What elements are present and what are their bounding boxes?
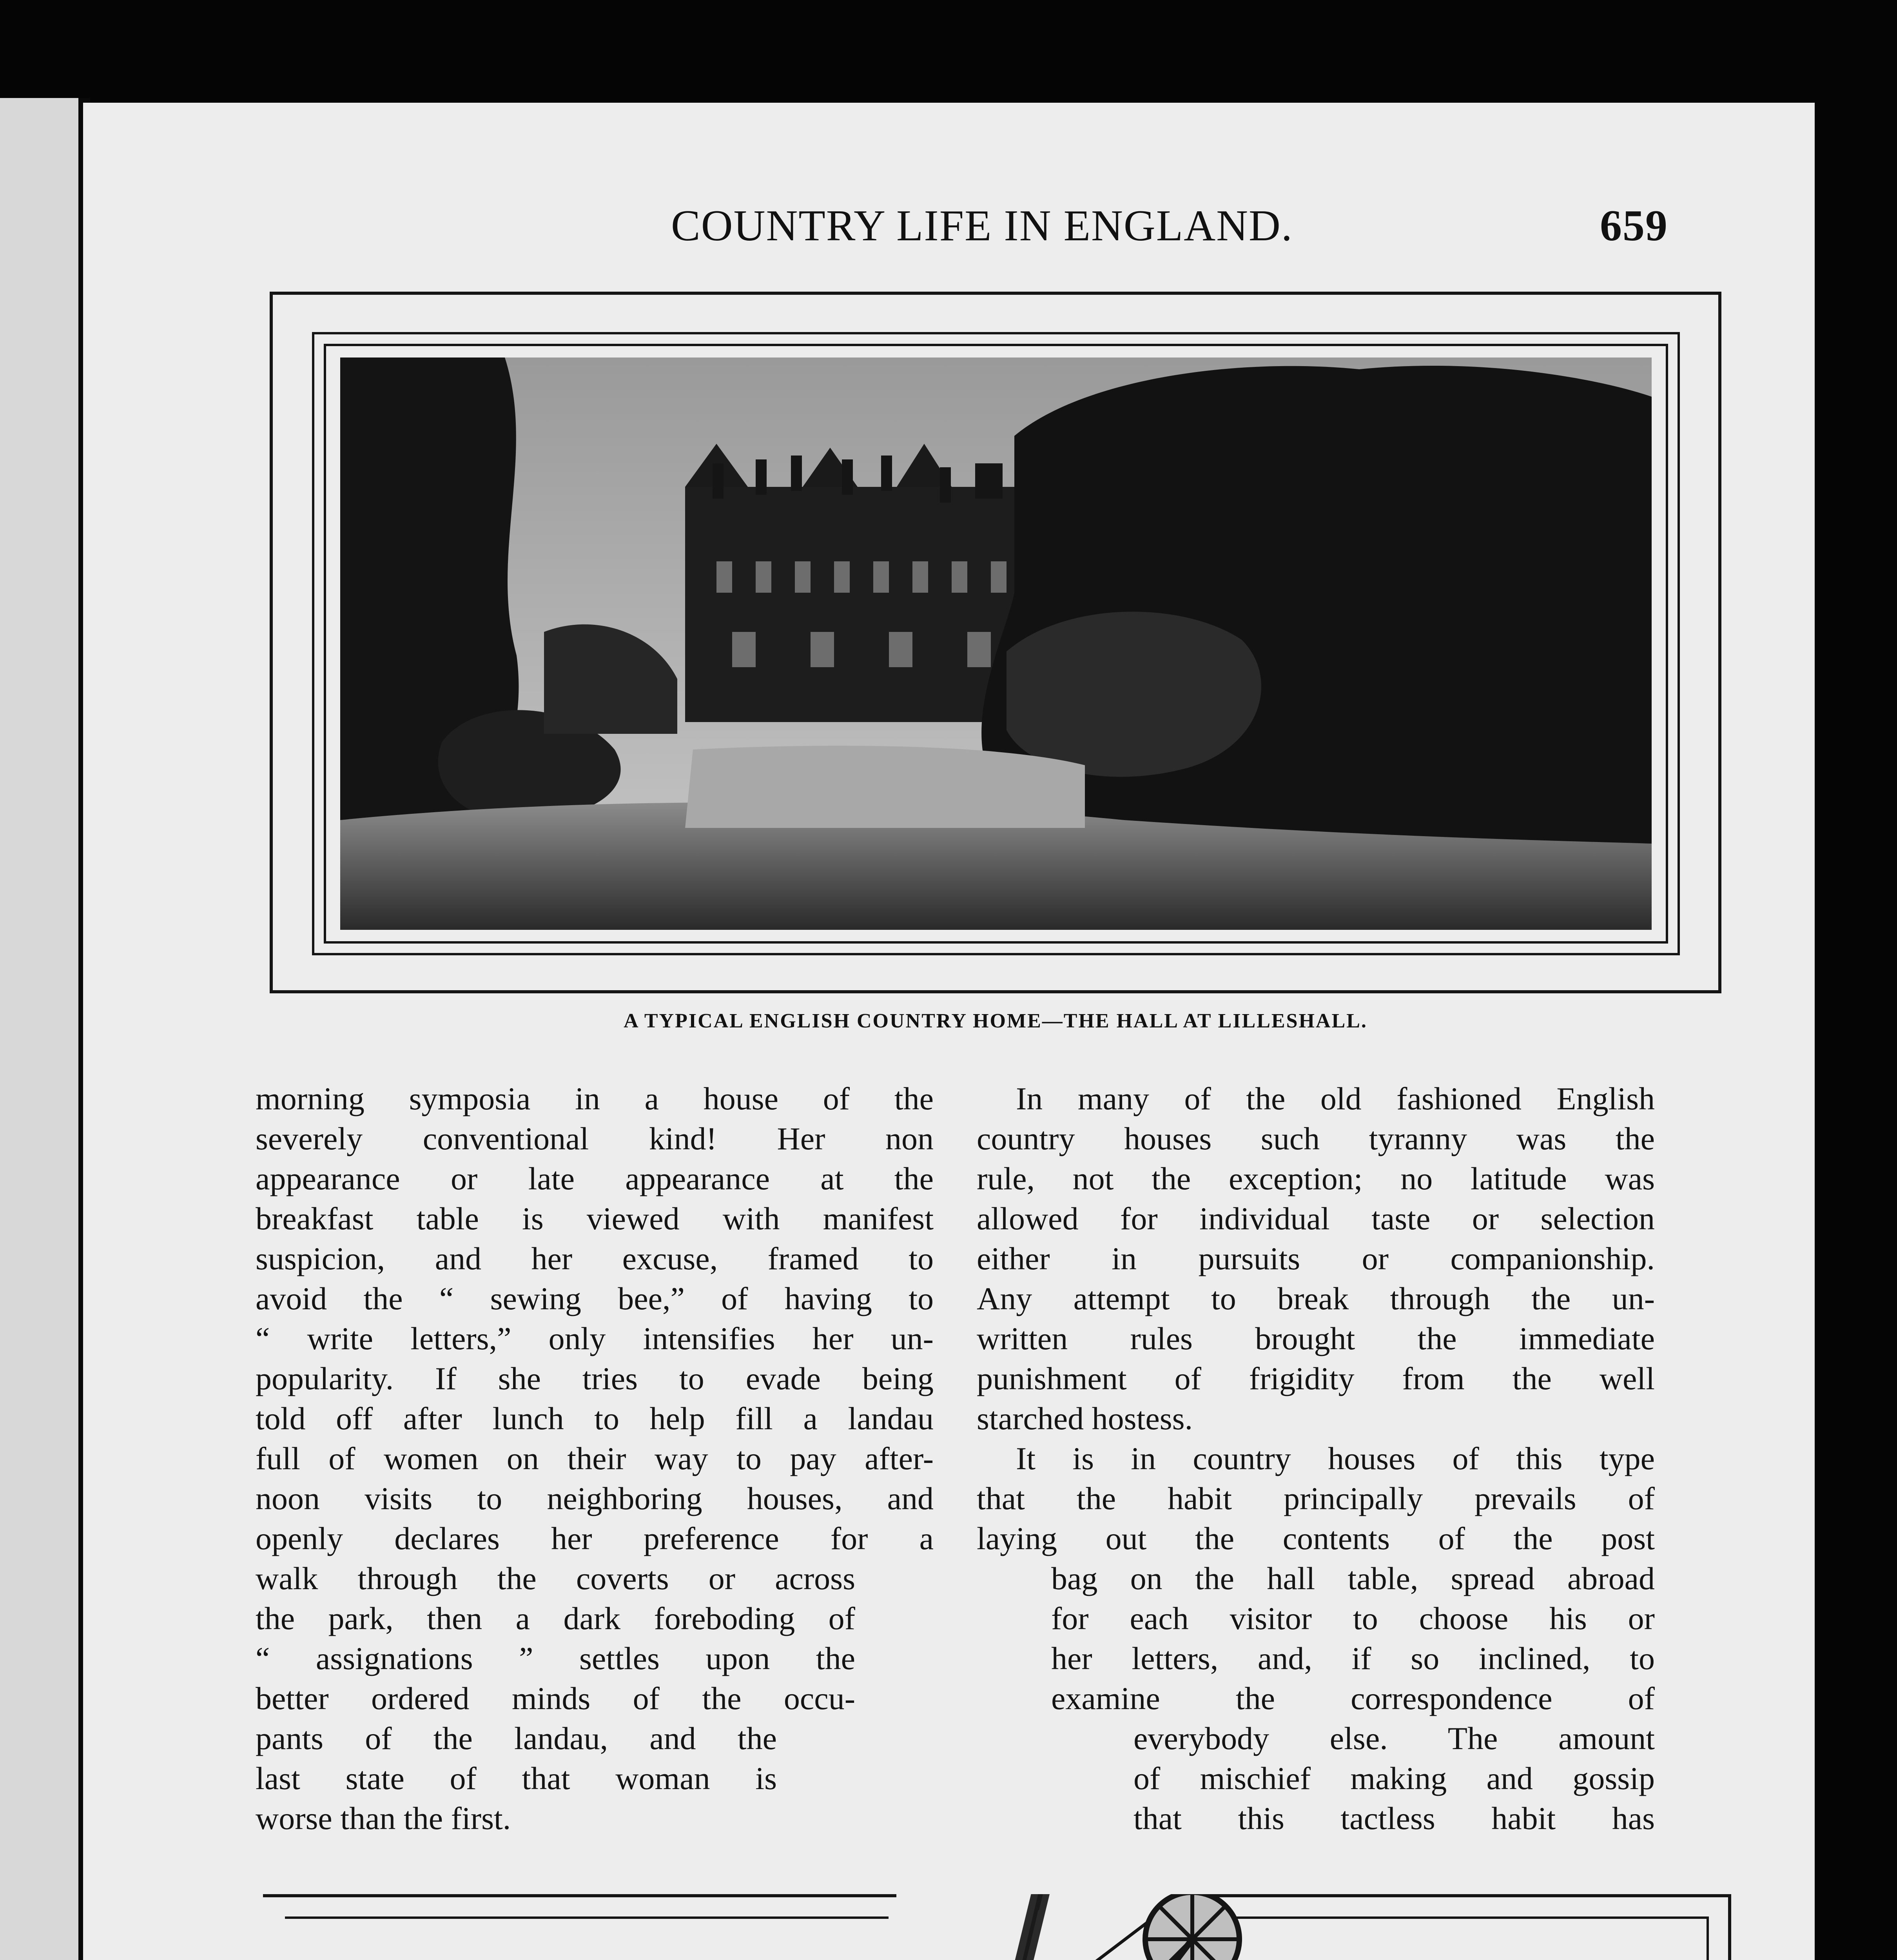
text-line: suspicion, and her excuse, framed to xyxy=(256,1241,934,1276)
text-line: laying out the contents of the post xyxy=(977,1521,1655,1556)
text-line: openly declares her preference for a xyxy=(256,1521,934,1556)
facing-page-edge xyxy=(0,98,90,1960)
text-line: “ assignations ” settles upon the xyxy=(256,1641,855,1676)
text-line: country houses such tyranny was the xyxy=(977,1121,1655,1156)
windmill-illustration xyxy=(261,1894,1731,1960)
text-line: noon visits to neighboring houses, and xyxy=(256,1481,934,1516)
magazine-page xyxy=(83,103,1815,1960)
text-line: In many of the old fashioned English xyxy=(1016,1081,1655,1116)
text-line: full of women on their way to pay after- xyxy=(256,1441,934,1476)
text-line: punishment of frigidity from the well xyxy=(977,1361,1655,1396)
text-line: for each visitor to choose his or xyxy=(1051,1601,1655,1636)
text-line: morning symposia in a house of the xyxy=(256,1081,934,1116)
text-line: that the habit principally prevails of xyxy=(977,1481,1655,1516)
text-line: Any attempt to break through the un- xyxy=(977,1281,1655,1316)
text-line: her letters, and, if so inclined, to xyxy=(1051,1641,1655,1676)
text-line: either in pursuits or companionship. xyxy=(977,1241,1655,1276)
right-text-column xyxy=(977,1079,1655,1838)
figure-1-frame xyxy=(270,292,1721,993)
figure-2-frame xyxy=(261,1894,1731,1960)
text-line: avoid the “ sewing bee,” of having to xyxy=(256,1281,934,1316)
figure-1-caption: A TYPICAL ENGLISH COUNTRY HOME—THE HALL AT LILLESHALL. xyxy=(624,1010,1367,1032)
country-house-photo xyxy=(340,358,1652,930)
text-line: “ write letters,” only intensifies her un- xyxy=(256,1321,934,1356)
left-text-column xyxy=(256,1079,934,1838)
text-line: severely conventional kind! Her non xyxy=(256,1121,934,1156)
text-line: examine the correspondence of xyxy=(1051,1681,1655,1716)
text-line: It is in country houses of this type xyxy=(1016,1441,1655,1476)
text-line: starched hostess. xyxy=(977,1401,1193,1436)
text-line: bag on the hall table, spread abroad xyxy=(1051,1561,1655,1596)
text-line: that this tactless habit has xyxy=(1133,1800,1655,1836)
text-line: popularity. If she tries to evade being xyxy=(256,1361,934,1396)
text-line: written rules brought the immediate xyxy=(977,1321,1655,1356)
text-line: better ordered minds of the occu- xyxy=(256,1681,855,1716)
text-line: breakfast table is viewed with manifest xyxy=(256,1201,934,1236)
text-line: told off after lunch to help fill a landau xyxy=(256,1401,934,1436)
text-line: everybody else. The amount xyxy=(1133,1720,1655,1756)
text-line: allowed for individual taste or selection xyxy=(977,1201,1655,1236)
text-line: of mischief making and gossip xyxy=(1133,1760,1655,1796)
page-number: 659 xyxy=(1600,201,1668,250)
text-line: last state of that woman is xyxy=(256,1760,777,1796)
text-line: worse than the first. xyxy=(256,1800,511,1836)
text-line: walk through the coverts or across xyxy=(256,1561,855,1596)
text-line: pants of the landau, and the xyxy=(256,1720,777,1756)
running-head-title: COUNTRY LIFE IN ENGLAND. xyxy=(671,201,1293,250)
text-line: appearance or late appearance at the xyxy=(256,1161,934,1196)
text-line: the park, then a dark foreboding of xyxy=(256,1601,855,1636)
text-line: rule, not the exception; no latitude was xyxy=(977,1161,1655,1196)
